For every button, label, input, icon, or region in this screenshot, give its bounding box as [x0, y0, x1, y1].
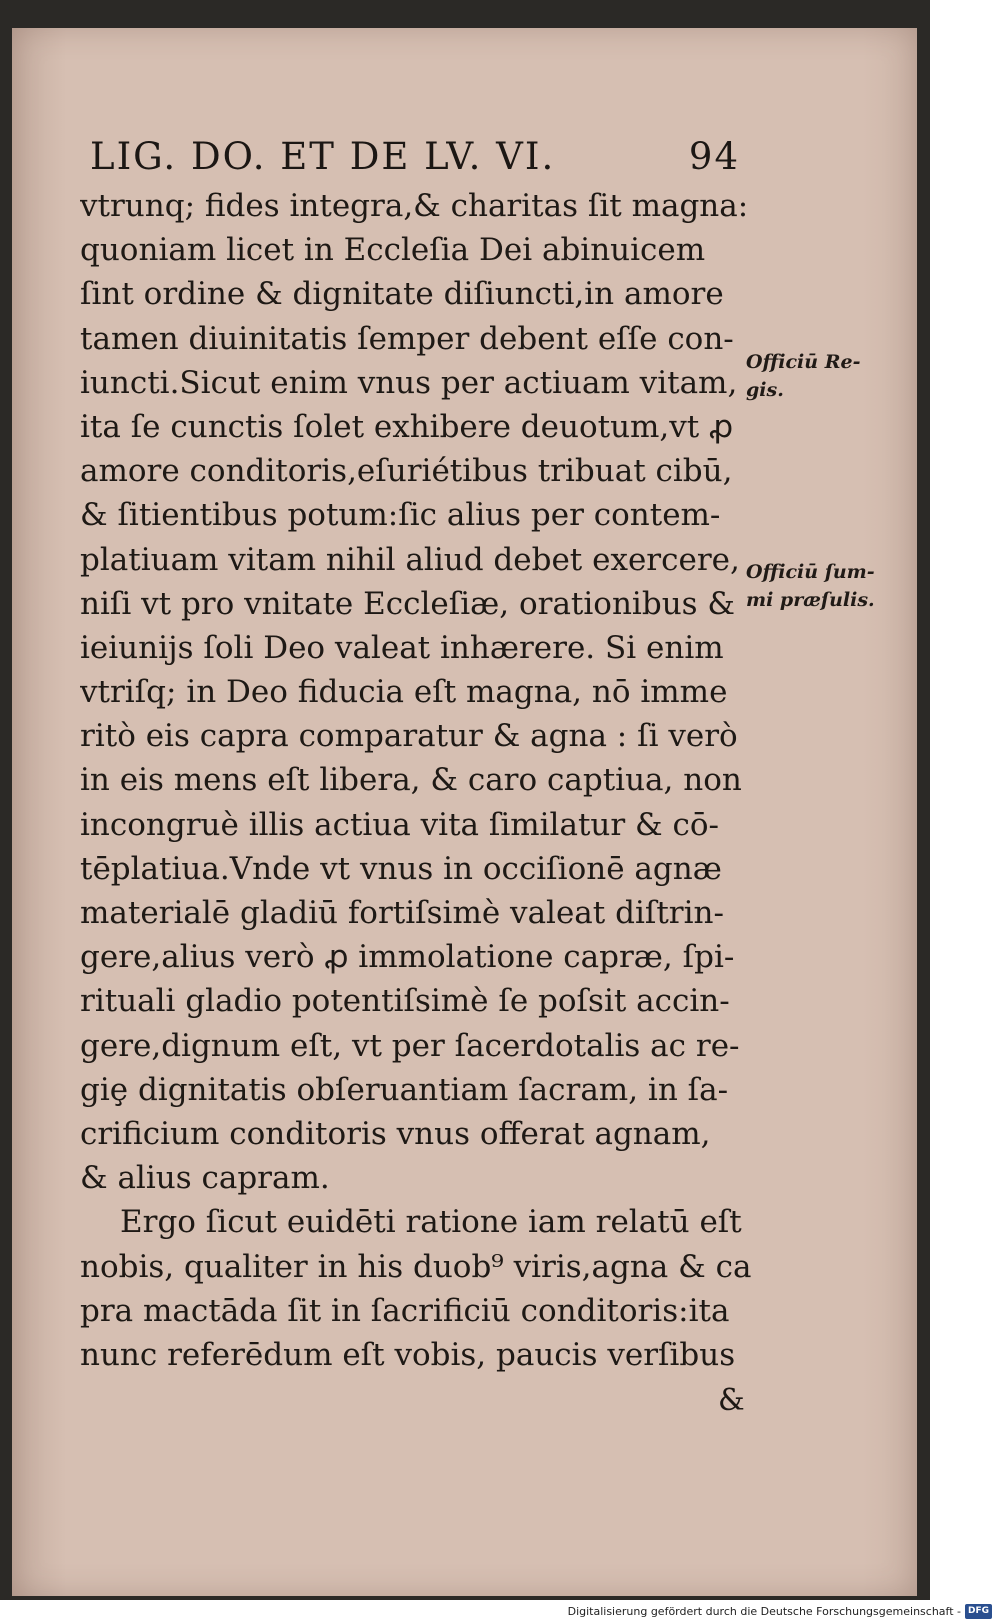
- book-page: [12, 28, 917, 1596]
- text-line: ritò eis capra comparatur & agna : ſi verò: [80, 718, 738, 755]
- text-line: vtrunq; fides integra,& charitas ſit magna:: [80, 188, 749, 224]
- text-line: ita ſe cunctis ſolet exhibere deuotum,vt ꝓ: [80, 408, 734, 445]
- margin-note-line: Officiū ſum-: [746, 561, 875, 583]
- margin-note-line: mi præſulis.: [746, 589, 875, 611]
- text-line: nunc referēdum eſt vobis, paucis verſibus: [80, 1336, 736, 1373]
- text-line: & alius capram.: [80, 1160, 330, 1197]
- text-line: crificium conditoris vnus offerat agnam,: [80, 1115, 711, 1152]
- catchword: &: [718, 1383, 745, 1418]
- text-line: vtriſq; in Deo fiducia eſt magna, nō imme: [80, 674, 728, 711]
- text-line: nobis, qualiter in his duob⁹ viris,agna & ca: [80, 1248, 752, 1285]
- text-line: gere,alius verò ꝓ immolatione capræ, ſpi-: [80, 939, 735, 976]
- footer-credit: Digitalisierung gefördert durch die Deutsche Forschungsgemeinschaft -: [567, 1604, 961, 1618]
- text-line: ſint ordine & dignitate diſiuncti,in amore: [80, 276, 724, 313]
- folio-number: 94: [688, 135, 740, 178]
- text-line: pra mactāda ſit in ſacrificiū conditoris:ita: [80, 1292, 730, 1329]
- dfg-logo: DFG: [965, 1604, 992, 1619]
- text-line: rituali gladio potentiſsimè ſe poſsit accin-: [80, 983, 730, 1020]
- margin-note-line: Officiū Re-: [746, 351, 861, 373]
- text-line: materialē gladiū fortiſsimè valeat diſtrin-: [80, 895, 724, 931]
- text-line: Ergo ſicut euidēti ratione iam relatū eſt: [120, 1204, 742, 1241]
- text-line: tēplatiua.Vnde vt vnus in occiſionē agnæ: [80, 850, 722, 887]
- text-line: quoniam licet in Eccleſia Dei abinuicem: [80, 232, 706, 269]
- text-line: in eis mens eſt libera, & caro captiua, non: [80, 762, 742, 799]
- running-header: [90, 118, 740, 178]
- margin-note-officium-regis: [746, 348, 906, 404]
- text-line: giȩ dignitatis obſeruantiam ſacram, in ſa-: [80, 1071, 729, 1108]
- running-title: LIG. DO. ET DE LV. VI.: [90, 135, 556, 178]
- text-line: ieiunijs ſoli Deo valeat inhærere. Si enim: [80, 629, 724, 666]
- text-line: iuncti.Sicut enim vnus per actiuam vitam,: [80, 364, 738, 401]
- text-line: platiuam vitam nihil aliud debet exercere,: [80, 541, 740, 578]
- body-text: [80, 184, 770, 1377]
- text-line: gere,dignum eſt, vt per ſacerdotalis ac re-: [80, 1027, 740, 1064]
- text-line: niſi vt pro vnitate Eccleſiæ, orationibus &: [80, 585, 736, 622]
- text-line: amore conditoris,eſuriétibus tribuat cibū,: [80, 453, 733, 490]
- margin-note-line: gis.: [746, 379, 784, 401]
- text-line: incongruè illis actiua vita ſimilatur & cō-: [80, 806, 719, 843]
- digitization-footer: [568, 1601, 992, 1621]
- margin-note-officium-praesulis: [746, 558, 906, 614]
- text-line: & ſitientibus potum:ſic alius per contem-: [80, 497, 721, 534]
- text-line: tamen diuinitatis ſemper debent eſſe con-: [80, 320, 734, 357]
